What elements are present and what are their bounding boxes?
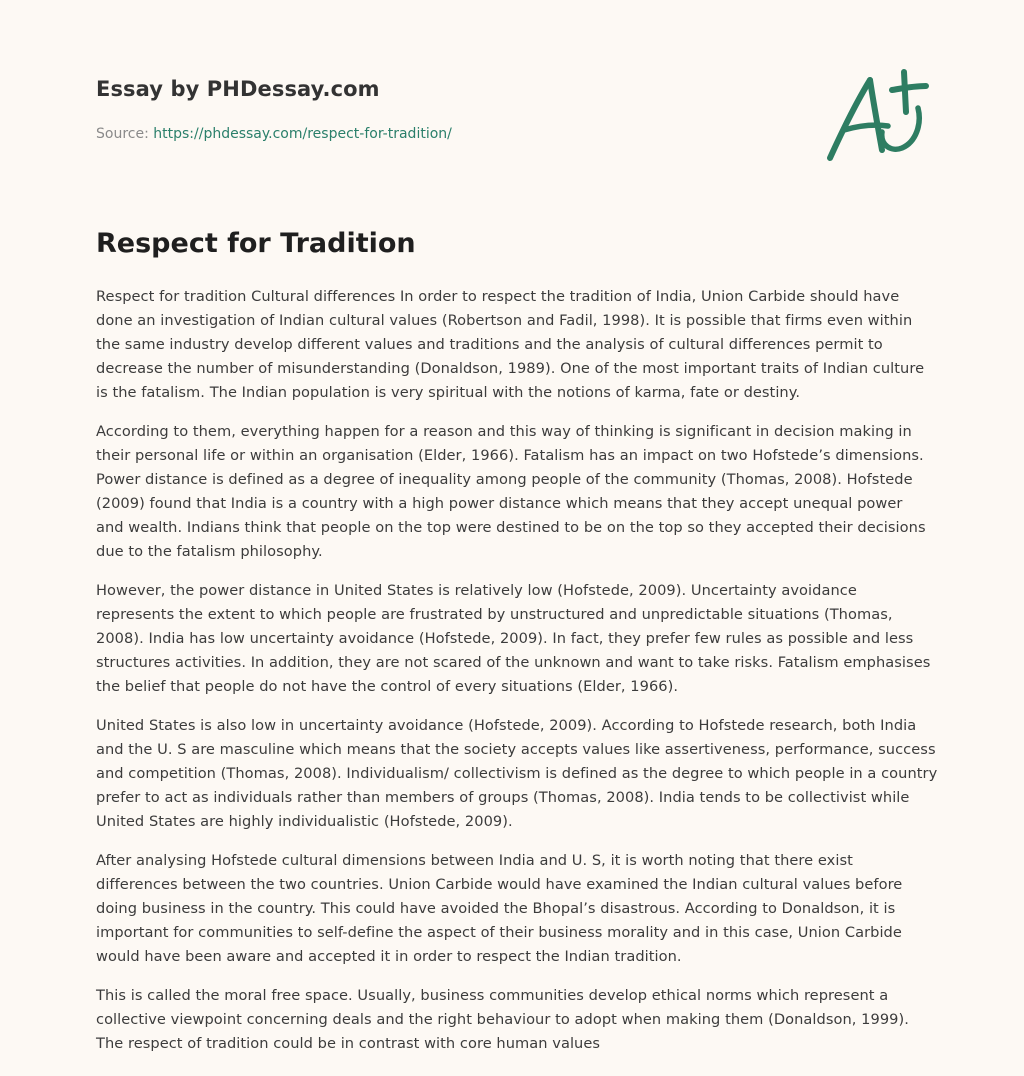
text-line: collective viewpoint concerning deals and the right behaviour to adopt when making them (Donaldson, 1999). xyxy=(96,1011,909,1028)
source-line xyxy=(96,124,936,144)
text-line: and the U. S are masculine which means that the society accepts values like assertiveness, performance, success xyxy=(96,741,936,758)
text-line: and wealth. Indians think that people on the top were destined to be on the top so they accepted their decisions xyxy=(96,519,926,536)
text-line: structures activities. In addition, they are not scared of the unknown and want to take risks. Fatalism emphasises xyxy=(96,654,931,671)
text-line: Respect for tradition Cultural differences In order to respect the tradition of India, Union Carbide should have xyxy=(96,288,900,305)
essay-paragraph-5 xyxy=(96,849,936,969)
text-line: doing business in the country. This could have avoided the Bhopal’s disastrous. According to Donaldson, it is xyxy=(96,900,896,917)
a-plus-grade-icon xyxy=(822,66,932,166)
essay-header xyxy=(96,74,936,144)
site-title: Essay by PHDessay.com xyxy=(96,77,380,101)
text-line: would have been aware and accepted it in order to respect the Indian tradition. xyxy=(96,948,682,965)
essay-paragraph-4 xyxy=(96,714,936,834)
text-line: and competition (Thomas, 2008). Individualism/ collectivism is defined as the degree to which people in a country xyxy=(96,765,938,782)
text-line: However, the power distance in United States is relatively low (Hofstede, 2009). Uncertainty avoidance xyxy=(96,582,857,599)
text-line: According to them, everything happen for a reason and this way of thinking is significant in decision making in xyxy=(96,423,912,440)
text-line: differences between the two countries. Union Carbide would have examined the Indian cultural values before xyxy=(96,876,903,893)
text-line: After analysing Hofstede cultural dimensions between India and U. S, it is worth noting that there exist xyxy=(96,852,853,869)
text-line: Power distance is defined as a degree of inequality among people of the community (Thomas, 2008). Hofstede xyxy=(96,471,913,488)
essay-paragraph-3 xyxy=(96,579,936,699)
text-line: United States are highly individualistic (Hofstede, 2009). xyxy=(96,813,513,830)
essay-body xyxy=(96,285,936,1071)
text-line: important for communities to self-define the aspect of their business morality and in this case, Union Carbide xyxy=(96,924,902,941)
source-label: Source: xyxy=(96,126,154,142)
text-line: is the fatalism. The Indian population is very spiritual with the notions of karma, fate or destiny. xyxy=(96,384,801,401)
text-line: United States is also low in uncertainty avoidance (Hofstede, 2009). According to Hofstede research, both India xyxy=(96,717,917,734)
text-line: (2009) found that India is a country with a high power distance which means that they accept unequal power xyxy=(96,495,903,512)
essay-paragraph-6 xyxy=(96,984,936,1056)
essay-title: Respect for Tradition xyxy=(96,228,416,259)
text-line: This is called the moral free space. Usually, business communities develop ethical norms which represent a xyxy=(96,987,889,1004)
text-line: the same industry develop different values and traditions and the analysis of cultural differences permit to xyxy=(96,336,883,353)
essay-paragraph-2 xyxy=(96,420,936,564)
text-line: done an investigation of Indian cultural values (Robertson and Fadil, 1998). It is possible that firms even within xyxy=(96,312,913,329)
text-line: their personal life or within an organisation (Elder, 1966). Fatalism has an impact on two Hofstede’s dimensions. xyxy=(96,447,924,464)
essay-paragraph-1 xyxy=(96,285,936,405)
text-line: due to the fatalism philosophy. xyxy=(96,543,323,560)
text-line: The respect of tradition could be in contrast with core human values xyxy=(96,1035,601,1052)
source-link[interactable]: https://phdessay.com/respect-for-tradition/ xyxy=(153,126,452,142)
text-line: decrease the number of misunderstanding (Donaldson, 1989). One of the most important traits of Indian culture xyxy=(96,360,925,377)
text-line: prefer to act as individuals rather than members of groups (Thomas, 2008). India tends to be collectivist while xyxy=(96,789,910,806)
text-line: 2008). India has low uncertainty avoidance (Hofstede, 2009). In fact, they prefer few rules as possible and less xyxy=(96,630,914,647)
text-line: represents the extent to which people are frustrated by unstructured and unpredictable situations (Thomas, xyxy=(96,606,893,623)
text-line: the belief that people do not have the control of every situations (Elder, 1966). xyxy=(96,678,679,695)
